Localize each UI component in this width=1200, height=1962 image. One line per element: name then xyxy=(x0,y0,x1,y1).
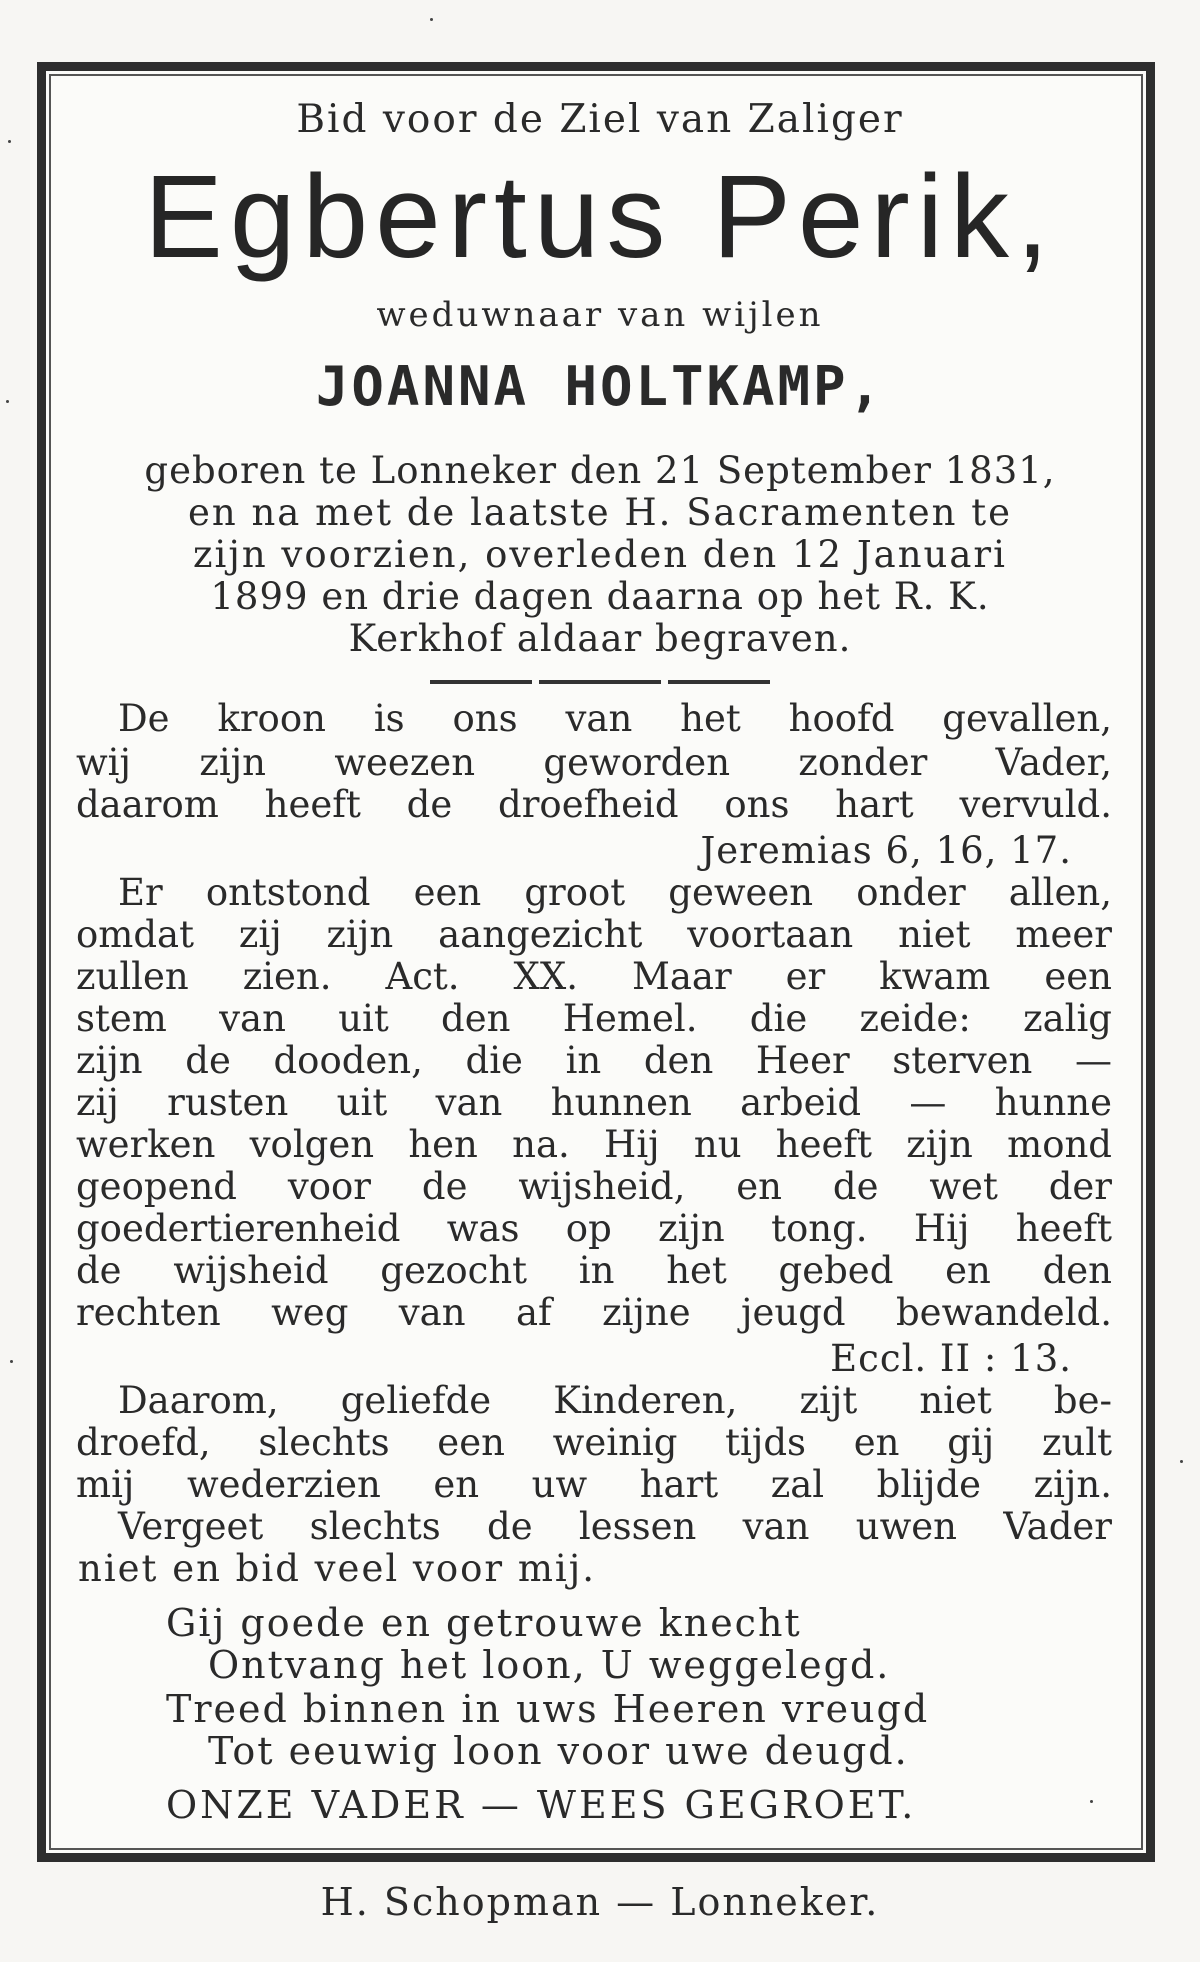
prayer-line: Bid voor de Ziel van Zaliger xyxy=(296,97,904,142)
wife-name: JOANNA HOLTKAMP, xyxy=(315,355,885,418)
poem-line: Treed binnen in uws Heeren vreugd xyxy=(166,1687,930,1731)
scan-speck xyxy=(430,18,433,21)
poem-line: Tot eeuwig loon voor uwe deugd. xyxy=(208,1729,909,1773)
closing-prayers: ONZE VADER — WEES GEGROET. xyxy=(166,1783,917,1827)
quote2-line: werken volgen hen na. Hij nu heeft zijn mond xyxy=(76,1123,1112,1166)
deceased-name: Egbertus Perik, xyxy=(144,151,1056,283)
quote2-line: zullen zien. Act. XX. Maar er kwam een xyxy=(76,955,1112,998)
quote1-line: daarom heeft de droefheid ons hart vervuld. xyxy=(76,783,1112,826)
scan-speck xyxy=(1180,1460,1183,1463)
biography-line: 1899 en drie dagen daarna op het R. K. xyxy=(210,575,990,618)
farewell-line: Vergeet slechts de lessen van uwen Vader xyxy=(118,1505,1112,1548)
quote2-line: omdat zij zijn aangezicht voortaan niet meer xyxy=(76,913,1112,956)
scan-speck xyxy=(10,1360,13,1363)
biography-line: zijn voorzien, overleden den 12 Januari xyxy=(193,533,1007,576)
farewell-last-line: niet en bid veel voor mij. xyxy=(78,1547,596,1590)
quote2-line: goedertierenheid was op zijn tong. Hij heeft xyxy=(76,1207,1112,1250)
section-divider xyxy=(430,680,770,684)
quote2-line: rechten weg van af zijne jeugd bewandeld. xyxy=(76,1291,1112,1334)
scan-speck xyxy=(1090,1800,1093,1803)
scan-speck xyxy=(8,140,11,143)
quote2-line: stem van uit den Hemel. die zeide: zalig xyxy=(76,997,1112,1040)
printer-credit: H. Schopman — Lonneker. xyxy=(320,1880,880,1924)
biography-line: Kerkhof aldaar begraven. xyxy=(348,617,852,660)
farewell-line: droefd, slechts een weinig tijds en gij zult xyxy=(76,1421,1112,1464)
quote2-line: geopend voor de wijsheid, en de wet der xyxy=(76,1165,1112,1208)
scan-speck xyxy=(6,400,9,403)
farewell-line: mij wederzien en uw hart zal blijde zijn. xyxy=(76,1463,1112,1506)
quote2-line: zij rusten uit van hunnen arbeid — hunne xyxy=(76,1081,1112,1124)
farewell-line: Daarom, geliefde Kinderen, zijt niet be- xyxy=(118,1379,1112,1422)
quote2-line: zijn de dooden, die in den Heer sterven — xyxy=(76,1039,1112,1082)
quote1-line: wij zijn weezen geworden zonder Vader, xyxy=(76,741,1112,784)
poem-line: Gij goede en getrouwe knecht xyxy=(166,1601,802,1645)
quote1-citation: Jeremias 6, 16, 17. xyxy=(700,829,1072,872)
quote2-citation: Eccl. II : 13. xyxy=(830,1337,1072,1380)
quote2-line: Er ontstond een groot geween onder allen, xyxy=(118,871,1112,914)
quote2-line: de wijsheid gezocht in het gebed en den xyxy=(76,1249,1112,1292)
quote1-line: De kroon is ons van het hoofd gevallen, xyxy=(118,697,1112,740)
widower-line: weduwnaar van wijlen xyxy=(376,295,824,335)
poem-line: Ontvang het loon, U weggelegd. xyxy=(208,1643,891,1687)
biography-line: en na met de laatste H. Sacramenten te xyxy=(187,491,1013,534)
biography-line: geboren te Lonneker den 21 September 1831, xyxy=(144,449,1056,492)
